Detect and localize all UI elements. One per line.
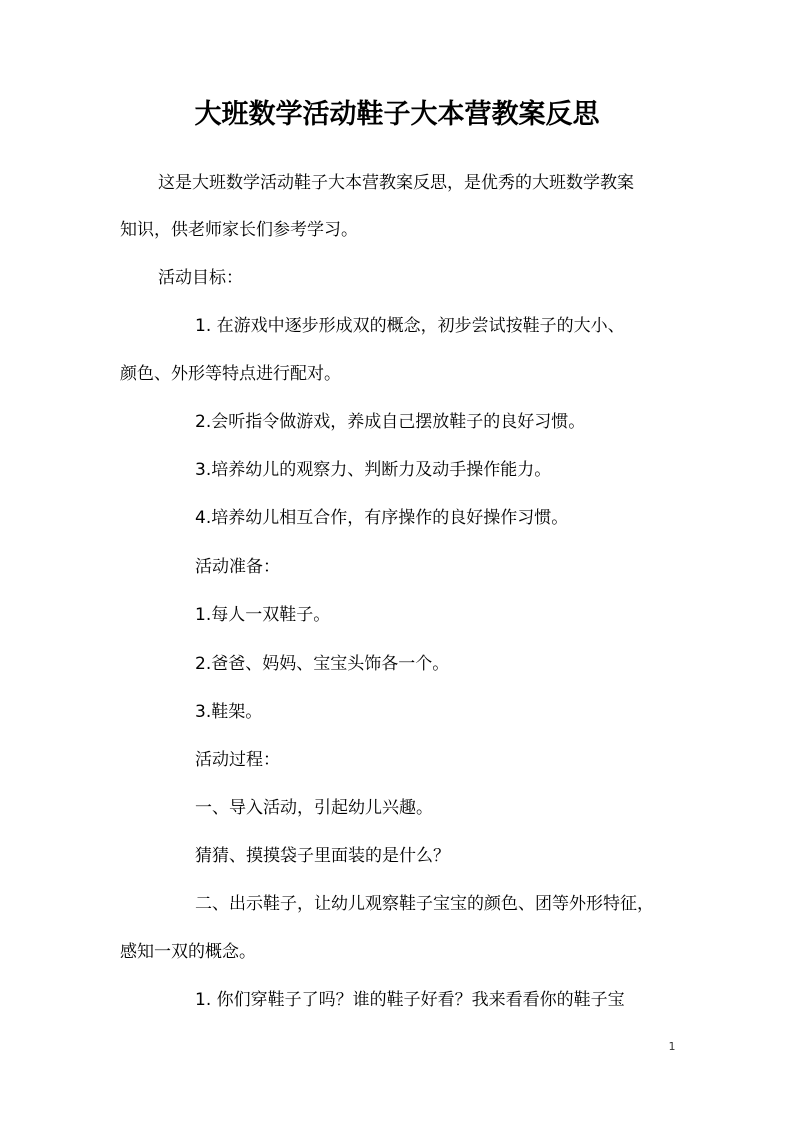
intro-line-1: 这是大班数学活动鞋子大本营教案反思，是优秀的大班数学教案 bbox=[158, 173, 634, 193]
step-1: 一、导入活动，引起幼儿兴趣。 bbox=[195, 798, 433, 818]
page-number: 1 bbox=[668, 1040, 676, 1053]
prep-1: 1.每人一双鞋子。 bbox=[195, 605, 331, 625]
step-2-line-2: 感知一双的概念。 bbox=[120, 942, 256, 962]
goal-1-line-1: 1. 在游戏中逐步形成双的概念，初步尝试按鞋子的大小、 bbox=[195, 316, 625, 336]
prep-heading: 活动准备： bbox=[195, 557, 280, 577]
goal-1-line-2: 颜色、外形等特点进行配对。 bbox=[120, 364, 341, 384]
goal-3: 3.培养幼儿的观察力、判断力及动手操作能力。 bbox=[195, 460, 552, 480]
prep-2: 2.爸爸、妈妈、宝宝头饰各一个。 bbox=[195, 654, 450, 674]
process-heading: 活动过程： bbox=[195, 750, 280, 770]
intro-line-2: 知识，供老师家长们参考学习。 bbox=[120, 220, 358, 240]
prep-3: 3.鞋架。 bbox=[195, 702, 263, 722]
step-2-question-1: 1. 你们穿鞋子了吗？谁的鞋子好看？我来看看你的鞋子宝 bbox=[195, 990, 625, 1010]
goals-heading: 活动目标： bbox=[158, 268, 243, 288]
step-1-question: 猜猜、摸摸袋子里面装的是什么？ bbox=[195, 846, 450, 866]
page-title: 大班数学活动鞋子大本营教案反思 bbox=[194, 99, 600, 130]
goal-4: 4.培养幼儿相互合作，有序操作的良好操作习惯。 bbox=[195, 508, 569, 528]
goal-2: 2.会听指令做游戏，养成自己摆放鞋子的良好习惯。 bbox=[195, 412, 586, 432]
step-2-line-1: 二、出示鞋子，让幼儿观察鞋子宝宝的颜色、团等外形特征， bbox=[195, 894, 654, 914]
